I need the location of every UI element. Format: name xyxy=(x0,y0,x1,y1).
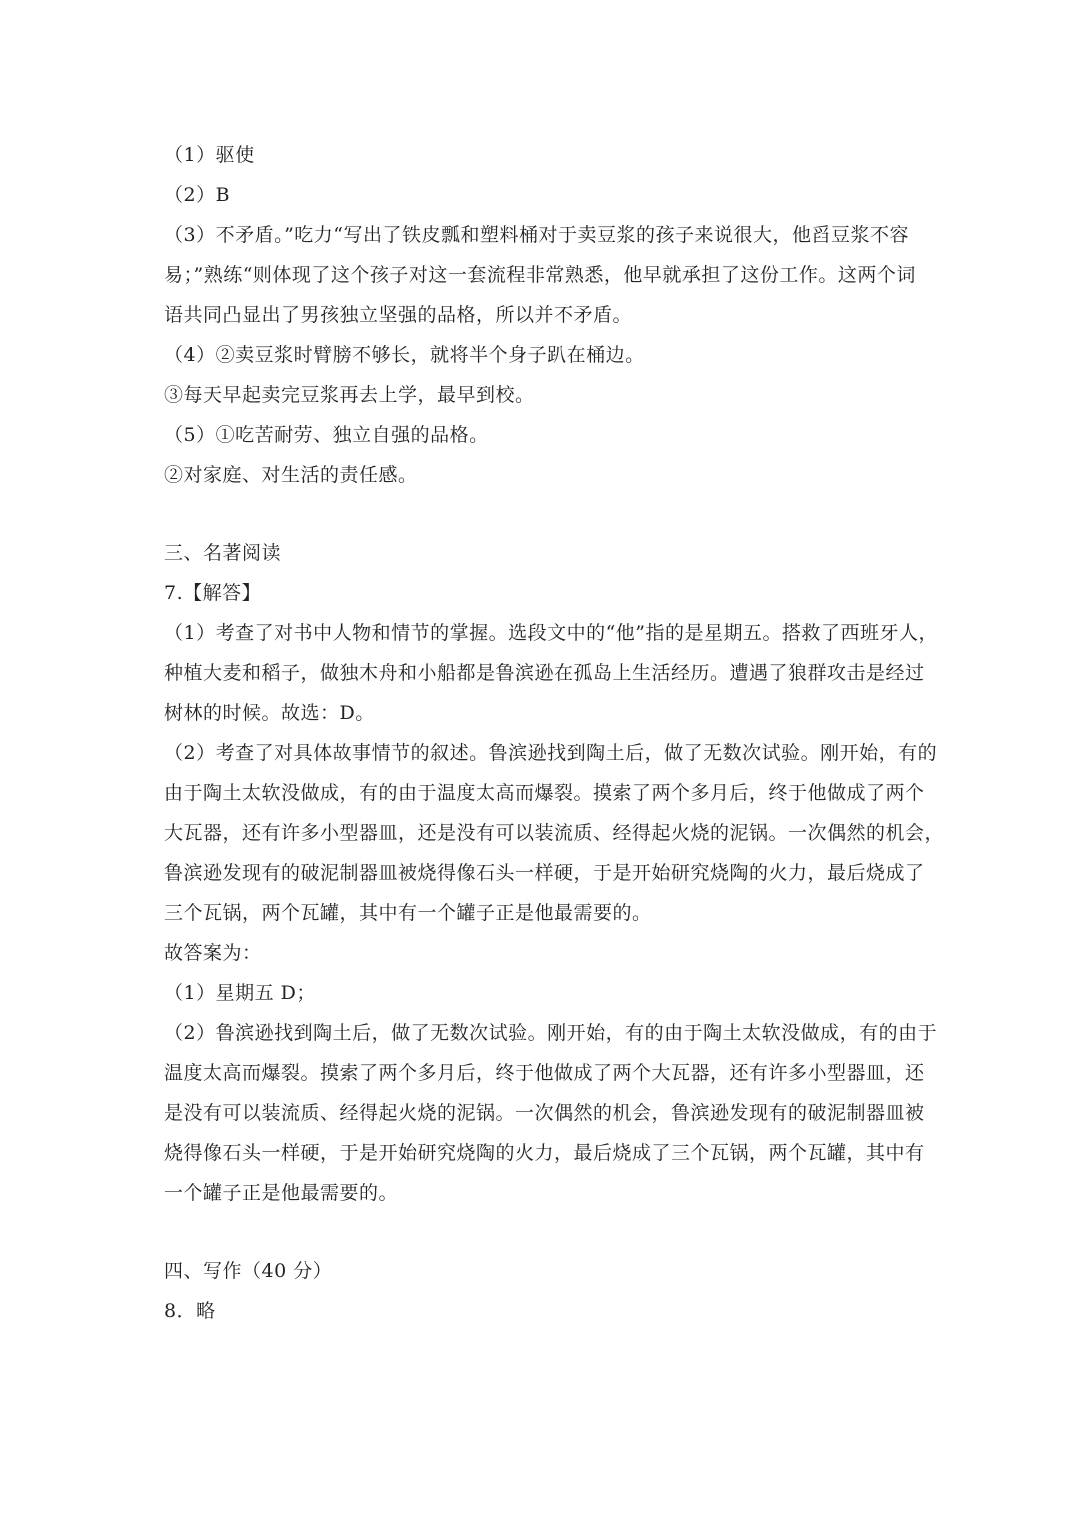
answer-line: 鲁滨逊发现有的破泥制器皿被烧得像石头一样硬，于是开始研究烧陶的火力，最后烧成了 xyxy=(164,862,925,884)
answer-line: （1）考查了对书中人物和情节的掌握。选段文中的“他”指的是星期五。搭救了西班牙人， xyxy=(164,622,939,644)
answer-line: 易；”熟练“则体现了这个孩子对这一套流程非常熟悉，他早就承担了这份工作。这两个词 xyxy=(164,264,916,286)
answer-line: （2）鲁滨逊找到陶土后，做了无数次试验。刚开始，有的由于陶土太软没做成，有的由于 xyxy=(164,1022,938,1044)
section-heading-writing: 四、写作（40 分） xyxy=(164,1260,333,1282)
section-spacer xyxy=(164,495,924,533)
answer-line: 是没有可以装流质、经得起火烧的泥锅。一次偶然的机会，鲁滨逊发现有的破泥制器皿被 xyxy=(164,1102,925,1124)
answer-line: 种植大麦和稻子，做独木舟和小船都是鲁滨逊在孤岛上生活经历。遭遇了狼群攻击是经过 xyxy=(164,662,925,684)
answer-line: 大瓦器，还有许多小型器皿，还是没有可以装流质、经得起火烧的泥锅。一次偶然的机会， xyxy=(164,822,945,844)
answer-content xyxy=(164,135,945,1331)
answer-line: 语共同凸显出了男孩独立坚强的品格，所以并不矛盾。 xyxy=(164,304,633,326)
answer-line: 三个瓦锅，两个瓦罐，其中有一个罐子正是他最需要的。 xyxy=(164,902,652,924)
section-heading-classics: 三、名著阅读 xyxy=(164,542,282,564)
answer-line: 故答案为： xyxy=(164,942,262,964)
answer-line: 温度太高而爆裂。摸索了两个多月后，终于他做成了两个大瓦器，还有许多小型器皿，还 xyxy=(164,1062,925,1084)
answer-line: （4）②卖豆浆时臂膀不够长，就将半个身子趴在桶边。 xyxy=(164,344,645,366)
answer-line: （1）驱使 xyxy=(164,144,255,166)
answer-line: 由于陶土太软没做成，有的由于温度太高而爆裂。摸索了两个多月后，终于他做成了两个 xyxy=(164,782,925,804)
answer-line: 一个罐子正是他最需要的。 xyxy=(164,1182,399,1204)
answer-line: （2）B xyxy=(164,184,231,206)
answer-line: 烧得像石头一样硬，于是开始研究烧陶的火力，最后烧成了三个瓦锅，两个瓦罐，其中有 xyxy=(164,1142,925,1164)
answer-line: （2）考查了对具体故事情节的叙述。鲁滨逊找到陶土后，做了无数次试验。刚开始，有的 xyxy=(164,742,938,764)
answer-line: （1）星期五 D； xyxy=(164,982,316,1004)
answer-line: ③每天早起卖完豆浆再去上学，最早到校。 xyxy=(164,384,535,406)
section-spacer xyxy=(164,1213,924,1251)
answer-line: 树林的时候。故选：D。 xyxy=(164,702,375,724)
question-label-7: 7.【解答】 xyxy=(164,582,262,604)
answer-line: （3）不矛盾。”吃力“写出了铁皮瓢和塑料桶对于卖豆浆的孩子来说很大，他舀豆浆不容 xyxy=(164,224,910,246)
question-answer-8: 8．略 xyxy=(164,1300,216,1322)
answer-line: （5）①吃苦耐劳、独立自强的品格。 xyxy=(164,424,489,446)
answer-line: ②对家庭、对生活的责任感。 xyxy=(164,464,418,486)
